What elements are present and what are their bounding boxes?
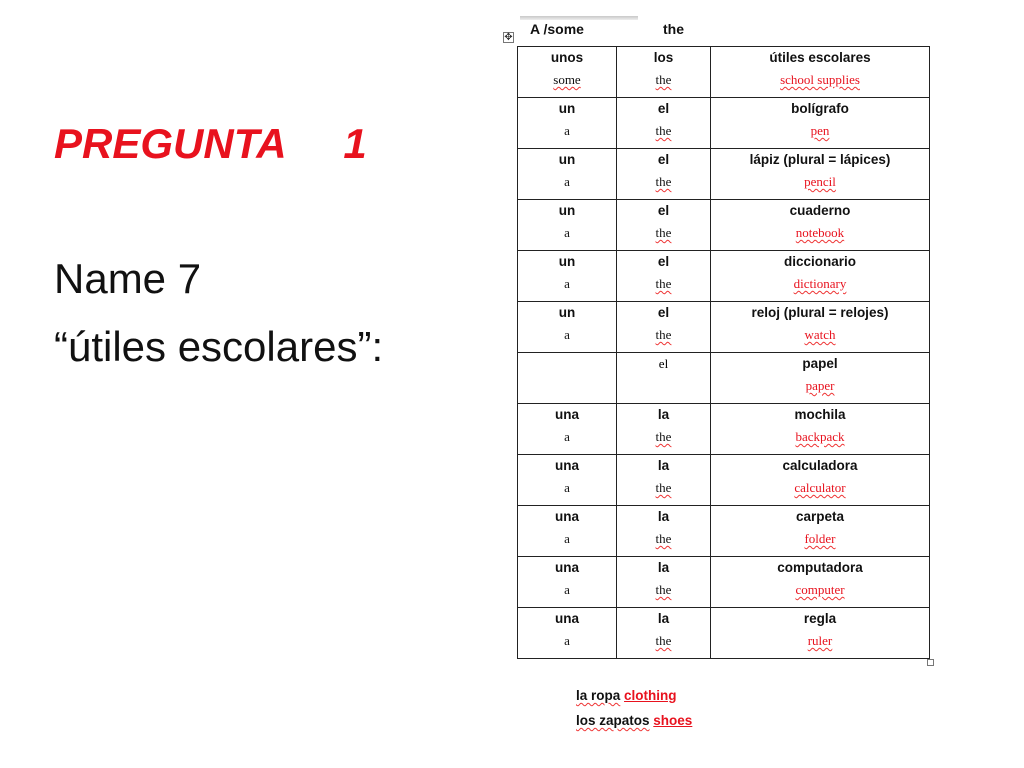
header-definite: the <box>663 21 684 37</box>
definite-cell <box>617 149 711 200</box>
english-noun: folder <box>804 531 836 546</box>
indefinite-cell <box>518 98 617 149</box>
table-row <box>518 608 930 659</box>
indefinite-cell <box>518 404 617 455</box>
noun-cell <box>711 353 930 404</box>
indefinite-article: unos <box>550 50 584 65</box>
indefinite-article: un <box>558 254 576 269</box>
footer-es-1: la ropa <box>576 688 621 703</box>
footer-line-1 <box>576 688 677 703</box>
indefinite-cell <box>518 149 617 200</box>
spanish-noun: mochila <box>794 407 846 422</box>
definite-translation: the <box>655 327 672 342</box>
definite-translation: the <box>655 225 672 240</box>
english-noun: school supplies <box>780 72 860 87</box>
definite-translation: the <box>655 174 672 189</box>
definite-cell <box>617 47 711 98</box>
definite-article: la <box>657 611 670 626</box>
indefinite-translation: a <box>564 429 570 444</box>
definite-translation: the <box>655 72 672 87</box>
table-row <box>518 302 930 353</box>
definite-cell <box>617 506 711 557</box>
noun-cell <box>711 200 930 251</box>
noun-cell <box>711 404 930 455</box>
indefinite-translation: a <box>564 582 570 597</box>
noun-cell <box>711 98 930 149</box>
spanish-noun: computadora <box>777 560 863 575</box>
english-noun: ruler <box>807 633 833 648</box>
header-indefinite: A /some <box>530 21 584 37</box>
indefinite-article: un <box>558 101 576 116</box>
english-noun: calculator <box>794 480 846 495</box>
english-noun: backpack <box>795 429 845 444</box>
definite-translation: the <box>655 531 672 546</box>
spanish-noun: papel <box>802 356 838 371</box>
definite-translation: the <box>655 480 672 495</box>
noun-cell <box>711 608 930 659</box>
spanish-noun: reloj (plural = relojes) <box>751 305 889 320</box>
spanish-noun: útiles escolares <box>769 50 871 65</box>
noun-cell <box>711 149 930 200</box>
definite-translation: the <box>655 123 672 138</box>
definite-article: la <box>657 560 670 575</box>
indefinite-article: una <box>554 407 579 422</box>
prompt-line-2: “útiles escolares”: <box>54 323 384 370</box>
definite-article: la <box>657 509 670 524</box>
table-row <box>518 353 930 404</box>
table-row <box>518 149 930 200</box>
indefinite-article <box>518 355 616 377</box>
noun-cell <box>711 506 930 557</box>
indefinite-translation: a <box>564 531 570 546</box>
definite-article: la <box>657 407 670 422</box>
english-noun: dictionary <box>793 276 847 291</box>
definite-cell <box>617 557 711 608</box>
indefinite-cell <box>518 506 617 557</box>
english-noun: paper <box>805 378 835 393</box>
definite-article: el <box>657 203 670 218</box>
indefinite-translation: some <box>553 72 581 87</box>
indefinite-translation: a <box>564 123 570 138</box>
indefinite-cell <box>518 353 617 404</box>
definite-article: el <box>657 254 670 269</box>
spanish-noun: cuaderno <box>789 203 851 218</box>
indefinite-translation: a <box>564 480 570 495</box>
indefinite-cell <box>518 251 617 302</box>
table-row <box>518 200 930 251</box>
spanish-noun: regla <box>803 611 837 626</box>
definite-article: el <box>658 356 669 371</box>
table-row <box>518 455 930 506</box>
definite-translation: the <box>655 276 672 291</box>
noun-cell <box>711 302 930 353</box>
indefinite-translation: a <box>564 225 570 240</box>
english-noun: pen <box>810 123 830 138</box>
definite-translation: the <box>655 582 672 597</box>
definite-cell <box>617 608 711 659</box>
definite-cell <box>617 200 711 251</box>
indefinite-cell <box>518 608 617 659</box>
vocabulary-table <box>517 46 930 659</box>
definite-article: el <box>657 305 670 320</box>
spanish-noun: diccionario <box>783 254 856 269</box>
definite-article: los <box>653 50 674 65</box>
indefinite-cell <box>518 557 617 608</box>
table-top-border <box>520 16 638 20</box>
indefinite-article: una <box>554 560 579 575</box>
spanish-noun: calculadora <box>782 458 858 473</box>
indefinite-translation: a <box>564 174 570 189</box>
english-noun: computer <box>795 582 845 597</box>
english-noun: pencil <box>804 174 836 189</box>
indefinite-cell <box>518 47 617 98</box>
indefinite-article: una <box>554 611 579 626</box>
footer-en-1: clothing <box>624 688 677 703</box>
indefinite-translation: a <box>564 633 570 648</box>
table-row <box>518 98 930 149</box>
footer-line-2 <box>576 713 692 728</box>
indefinite-article: un <box>558 152 576 167</box>
indefinite-translation: a <box>564 276 570 291</box>
definite-cell <box>617 98 711 149</box>
indefinite-cell <box>518 200 617 251</box>
definite-cell <box>617 251 711 302</box>
definite-translation: the <box>655 429 672 444</box>
table-row <box>518 506 930 557</box>
definite-article: la <box>657 458 670 473</box>
indefinite-article: un <box>558 203 576 218</box>
definite-cell <box>617 404 711 455</box>
title-word: PREGUNTA <box>54 120 285 167</box>
indefinite-article: una <box>554 458 579 473</box>
table-row <box>518 47 930 98</box>
noun-cell <box>711 455 930 506</box>
table-row <box>518 557 930 608</box>
indefinite-article: una <box>554 509 579 524</box>
resize-handle-icon[interactable] <box>927 659 934 666</box>
table-row <box>518 251 930 302</box>
definite-cell <box>617 353 711 404</box>
definite-translation: the <box>655 633 672 648</box>
slide-title <box>54 120 367 168</box>
title-number: 1 <box>343 120 367 167</box>
english-noun: watch <box>804 327 836 342</box>
indefinite-cell <box>518 455 617 506</box>
spanish-noun: lápiz (plural = lápices) <box>749 152 891 167</box>
move-arrows-icon[interactable]: ✥ <box>504 32 513 43</box>
indefinite-article: un <box>558 305 576 320</box>
definite-article: el <box>657 152 670 167</box>
spanish-noun: bolígrafo <box>791 101 849 116</box>
indefinite-translation: a <box>564 327 570 342</box>
footer-es-2: los zapatos <box>576 713 650 728</box>
noun-cell <box>711 557 930 608</box>
indefinite-cell <box>518 302 617 353</box>
noun-cell <box>711 47 930 98</box>
english-noun: notebook <box>795 225 845 240</box>
definite-article: el <box>657 101 670 116</box>
definite-cell <box>617 455 711 506</box>
table-row <box>518 404 930 455</box>
noun-cell <box>711 251 930 302</box>
prompt-line-1: Name 7 <box>54 255 202 302</box>
footer-en-2: shoes <box>653 713 693 728</box>
definite-cell <box>617 302 711 353</box>
spanish-noun: carpeta <box>795 509 845 524</box>
